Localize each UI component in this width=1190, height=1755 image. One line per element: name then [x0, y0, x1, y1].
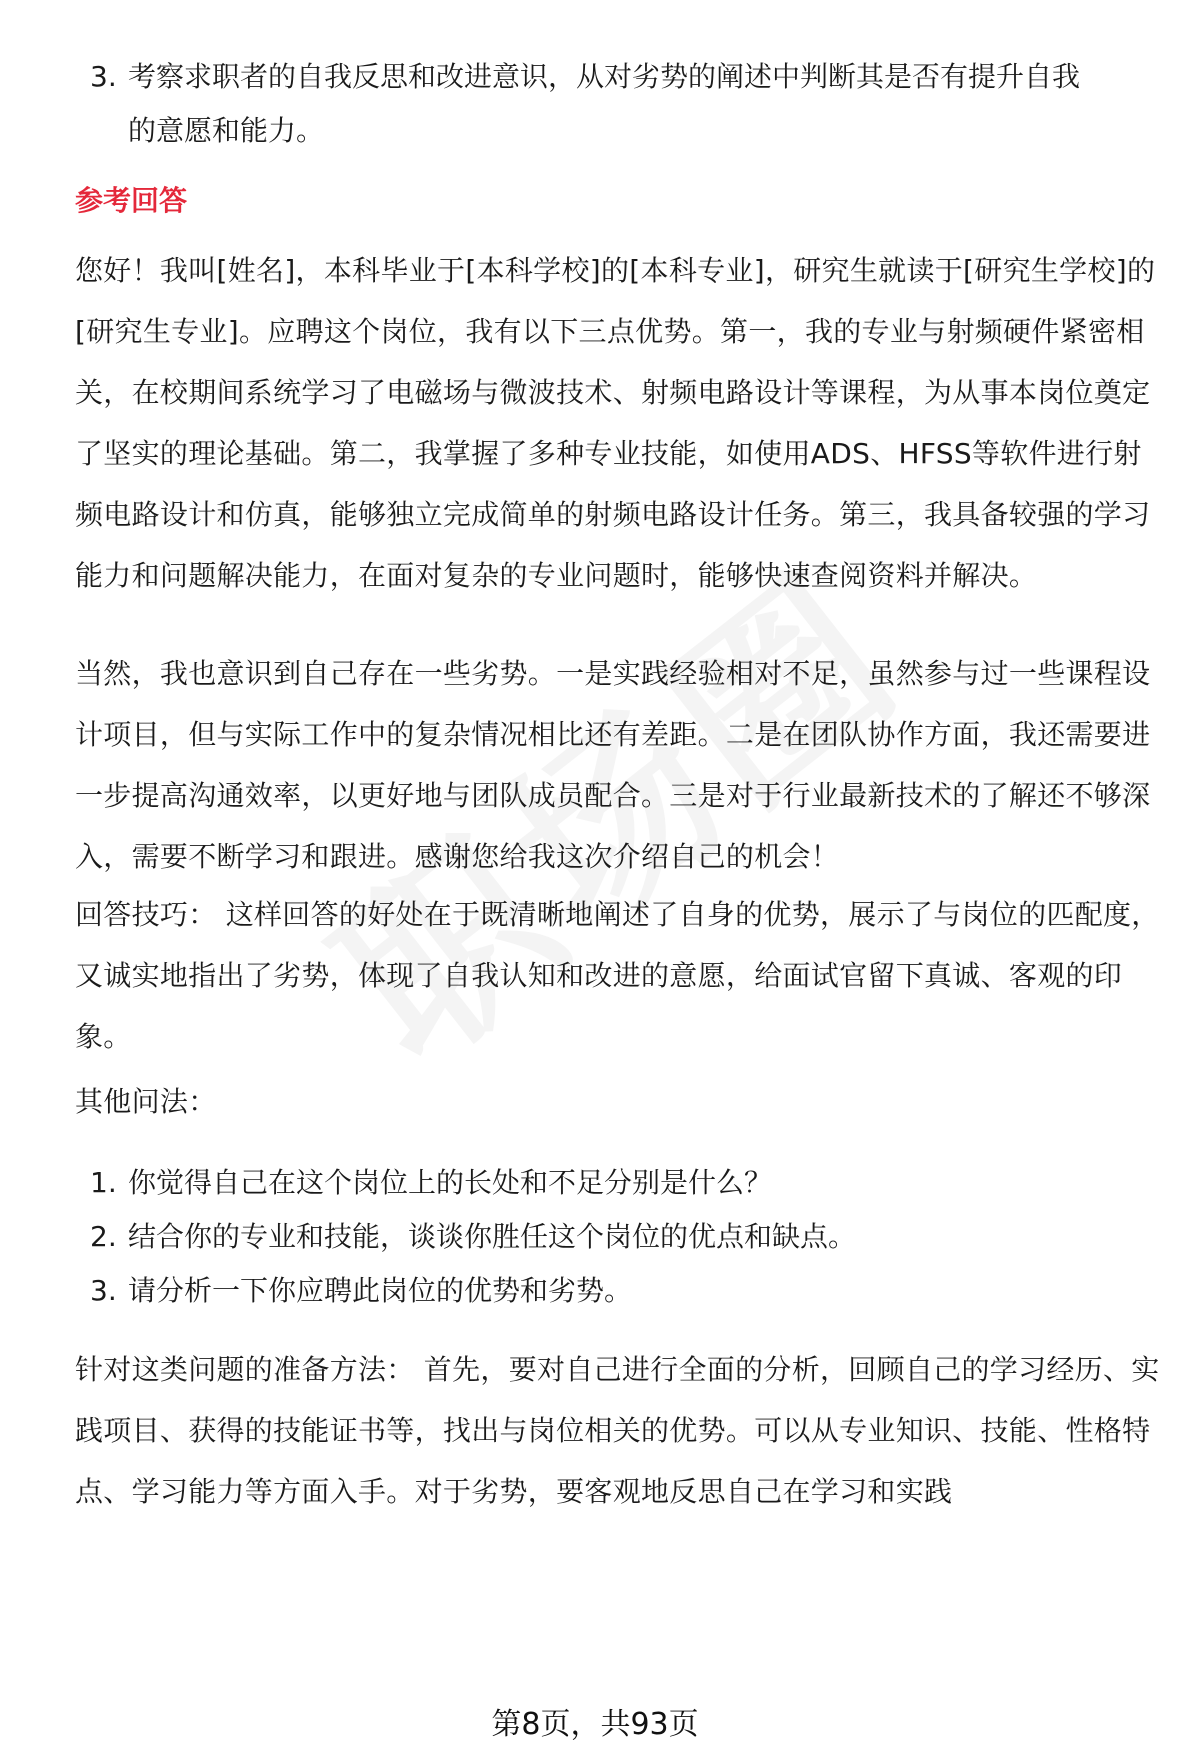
list-text: 的意愿和能力。	[128, 114, 325, 147]
list-number: 3.	[90, 1274, 117, 1307]
other-questions-heading: 其他问法：	[75, 1085, 217, 1118]
list-number: 2.	[90, 1220, 117, 1253]
list-text: 你觉得自己在这个岗位上的长处和不足分别是什么？	[128, 1166, 773, 1199]
list-text: 结合你的专业和技能，谈谈你胜任这个岗位的优点和缺点。	[128, 1220, 857, 1253]
list-text: 请分析一下你应聘此岗位的优势和劣势。	[128, 1274, 633, 1307]
answer-paragraph-1: 您好！我叫[姓名]，本科毕业于[本科学校]的[本科专业]，研究生就读于[研究生学校]的[研究生专业]。应聘这个岗位，我有以下三点优势。第一，我的专业与射频硬件紧密相关，在校期间系统学习了电磁场与微波技术、射频电路设计等课程，为从事本岗位奠定了坚实的理论基础。第二，我掌握了多种专业技能，如使用ADS、HFSS等软件进行射频电路设计和仿真，能够独立完成简单的射频电路设计任务。第三，我具备较强的学习能力和问题解决能力，在面对复杂的专业问题时，能够快速查阅资料并解决。	[75, 254, 1156, 592]
answer-paragraph-2: 当然，我也意识到自己存在一些劣势。一是实践经验相对不足，虽然参与过一些课程设计项目，但与实际工作中的复杂情况相比还有差距。二是在团队协作方面，我还需要进一步提高沟通效率，以更好地与团队成员配合。三是对于行业最新技术的了解还不够深入，需要不断学习和跟进。感谢您给我这次介绍自己的机会！	[75, 657, 1151, 873]
preparation-paragraph: 针对这类问题的准备方法： 首先，要对自己进行全面的分析，回顾自己的学习经历、实践项目、获得的技能证书等，找出与岗位相关的优势。可以从专业知识、技能、性格特点、学习能力等方面入手。对于劣势，要客观地反思自己在学习和实践	[75, 1353, 1160, 1508]
list-number: 1.	[90, 1166, 117, 1199]
answer-tips: 回答技巧： 这样回答的好处在于既清晰地阐述了自身的优势，展示了与岗位的匹配度，又诚实地指出了劣势，体现了自我认知和改进的意愿，给面试官留下真诚、客观的印象。	[75, 898, 1160, 1053]
list-text: 考察求职者的自我反思和改进意识，从对劣势的阐述中判断其是否有提升自我	[128, 60, 1081, 93]
list-number: 3.	[90, 60, 117, 93]
page-number-footer: 第8页，共93页	[491, 1707, 699, 1742]
reference-answer-heading: 参考回答	[75, 184, 188, 217]
